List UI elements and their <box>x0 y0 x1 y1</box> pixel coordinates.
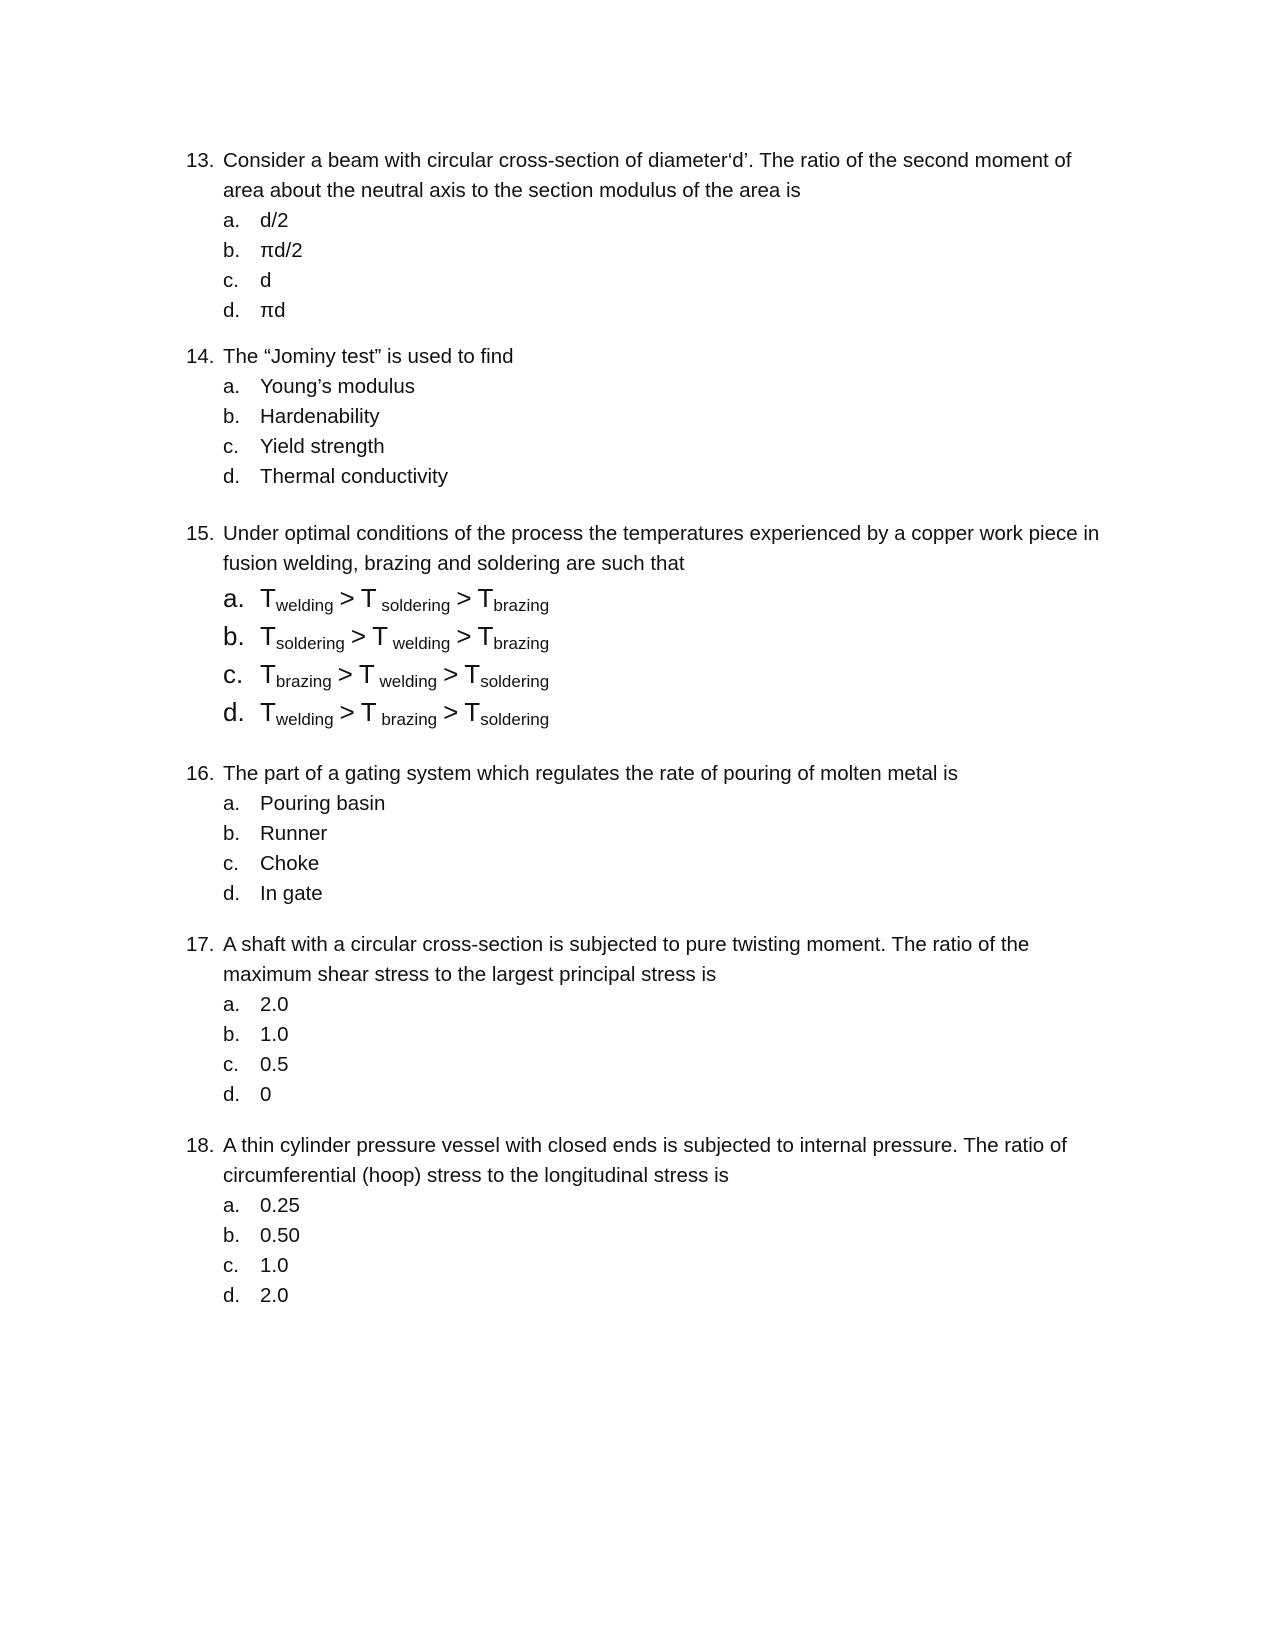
option-text: 2.0 <box>260 1284 289 1307</box>
question-16 <box>186 759 1116 909</box>
option-letter: a. <box>223 993 241 1016</box>
option-text: Pouring basin <box>260 792 386 815</box>
question-number: 17. <box>186 933 215 956</box>
question-text: The part of a gating system which regulates the rate of pouring of molten metal is <box>223 762 958 785</box>
option-d <box>223 1080 1116 1110</box>
option-letter: b. <box>223 1023 241 1046</box>
option-letter: b. <box>223 621 245 651</box>
option-letter: c. <box>223 1254 239 1277</box>
option-text: Choke <box>260 852 320 875</box>
option-list <box>223 372 1116 492</box>
option-text: Yield strength <box>260 435 385 458</box>
option-a <box>223 372 1116 402</box>
option-list <box>223 1191 1116 1311</box>
question-18 <box>186 1131 1116 1311</box>
option-b <box>223 402 1116 432</box>
option-text: 0.5 <box>260 1053 289 1076</box>
question-15 <box>186 519 1116 731</box>
option-text: In gate <box>260 882 323 905</box>
option-letter: c. <box>223 269 239 292</box>
question-text: Consider a beam with circular cross-section of diameter‘d’. The ratio of the second moment of area about the neutral axis to the section modulus of the area is <box>223 149 1072 202</box>
option-list <box>223 789 1116 909</box>
question-14 <box>186 342 1116 492</box>
option-text: d <box>260 269 272 292</box>
option-a <box>223 579 1116 617</box>
option-c <box>223 1050 1116 1080</box>
option-letter: d. <box>223 465 241 488</box>
option-b <box>223 819 1116 849</box>
option-text: πd <box>260 299 286 322</box>
option-text: 0.50 <box>260 1224 300 1247</box>
option-text: Young’s modulus <box>260 375 416 398</box>
option-text: πd/2 <box>260 239 303 262</box>
option-letter: b. <box>223 239 241 262</box>
question-text: A thin cylinder pressure vessel with closed ends is subjected to internal pressure. The ratio of circumferential (hoop) stress to the longitudinal stress is <box>223 1134 1067 1187</box>
option-letter: c. <box>223 435 239 458</box>
option-letter: d. <box>223 1284 241 1307</box>
option-b <box>223 617 1116 655</box>
option-letter: d. <box>223 882 241 905</box>
question-13 <box>186 146 1116 326</box>
question-text: A shaft with a circular cross-section is subjected to pure twisting moment. The ratio of the maximum shear stress to the largest principal stress is <box>223 933 1030 986</box>
option-text: 2.0 <box>260 993 289 1016</box>
option-letter: a. <box>223 1194 241 1217</box>
question-number: 16. <box>186 762 215 785</box>
option-text: Runner <box>260 822 328 845</box>
option-c <box>223 266 1116 296</box>
option-letter: b. <box>223 405 241 428</box>
option-d <box>223 296 1116 326</box>
option-text: Hardenability <box>260 405 380 428</box>
option-d <box>223 693 1116 731</box>
formula: $T_{welding} > T$ $_{brazing} > T_{soldering}$ <box>260 697 550 729</box>
option-letter: d. <box>223 299 241 322</box>
question-number: 13. <box>186 149 215 172</box>
option-letter: c. <box>223 1053 239 1076</box>
formula: $T_{welding} > T$ $_{soldering} > T_{brazing}$ <box>260 583 550 615</box>
option-c <box>223 655 1116 693</box>
option-d <box>223 462 1116 492</box>
question-17 <box>186 930 1116 1110</box>
option-letter: b. <box>223 822 241 845</box>
formula: $T_{brazing} > T$ $_{welding} > T_{soldering}$ <box>260 659 550 691</box>
option-a <box>223 789 1116 819</box>
option-text: 0 <box>260 1083 272 1106</box>
option-text: 1.0 <box>260 1254 289 1277</box>
option-c <box>223 849 1116 879</box>
option-list <box>223 206 1116 326</box>
option-letter: a. <box>223 583 245 613</box>
option-letter: d. <box>223 1083 241 1106</box>
option-a <box>223 1191 1116 1221</box>
question-number: 18. <box>186 1134 215 1157</box>
option-list <box>223 579 1116 731</box>
option-letter: a. <box>223 209 241 232</box>
formula: $T_{soldering} > T$ $_{welding} > T_{brazing}$ <box>260 621 550 653</box>
option-letter: c. <box>223 852 239 875</box>
option-letter: b. <box>223 1224 241 1247</box>
option-letter: a. <box>223 792 241 815</box>
question-text: Under optimal conditions of the process the temperatures experienced by a copper work piece in fusion welding, brazing and soldering are such that <box>223 522 1100 575</box>
question-number: 14. <box>186 345 215 368</box>
option-text: Thermal conductivity <box>260 465 448 488</box>
option-letter: a. <box>223 375 241 398</box>
option-d <box>223 879 1116 909</box>
option-text: 0.25 <box>260 1194 300 1217</box>
option-letter: d. <box>223 697 245 727</box>
option-list <box>223 990 1116 1110</box>
option-b <box>223 236 1116 266</box>
question-number: 15. <box>186 522 215 545</box>
option-c <box>223 432 1116 462</box>
question-text: The “Jominy test” is used to find <box>223 345 514 368</box>
option-letter: c. <box>223 659 244 689</box>
option-a <box>223 206 1116 236</box>
option-text: 1.0 <box>260 1023 289 1046</box>
option-b <box>223 1020 1116 1050</box>
option-text: d/2 <box>260 209 289 232</box>
option-c <box>223 1251 1116 1281</box>
option-a <box>223 990 1116 1020</box>
option-b <box>223 1221 1116 1251</box>
option-d <box>223 1281 1116 1311</box>
